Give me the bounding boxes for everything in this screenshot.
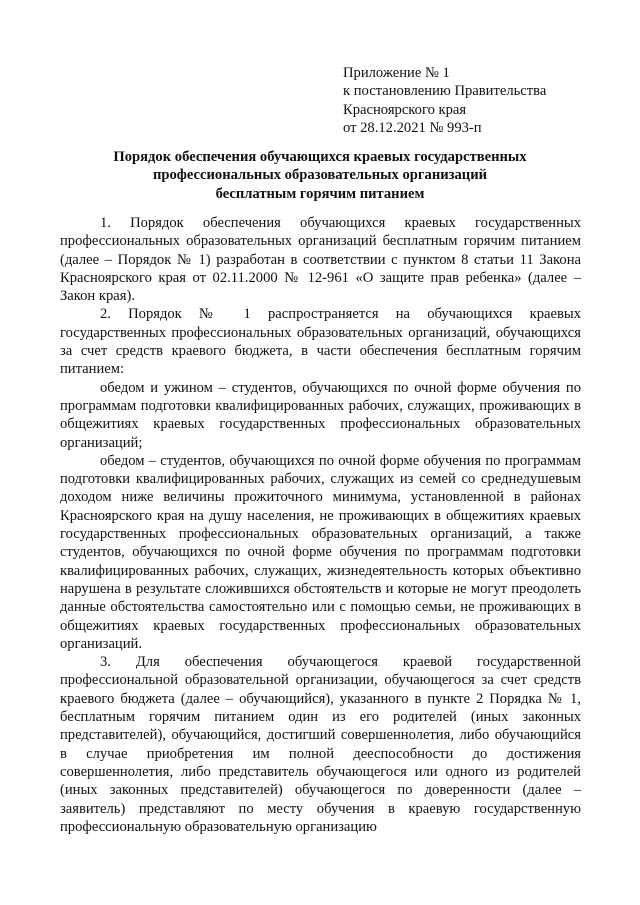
title-line-2: профессиональных образовательных организаций bbox=[152, 167, 488, 184]
title-line-1: Порядок обеспечения обучающихся краевых государственных bbox=[113, 149, 527, 165]
paragraph-1: 1. Порядок обеспечения обучающихся краевых государственных профессиональных образовательных организаций бесплатным горячим питанием (далее – Порядок № 1) разработан в соответствии с пунктом 8 статьи 11 Закона Красноярского края от 02.11.2000 № 12-961 «О защите прав ребенка» (далее – Закон края). bbox=[60, 215, 581, 305]
title-line-3: бесплатным горячим питанием bbox=[215, 185, 425, 202]
appendix-header bbox=[343, 64, 623, 138]
appendix-date-line: от 28.12.2021 № 993-п bbox=[343, 120, 482, 137]
appendix-decree-line: к постановлению Правительства bbox=[343, 83, 547, 100]
document-title bbox=[60, 148, 580, 203]
document-body bbox=[60, 214, 581, 836]
paragraph-3: обедом и ужином – студентов, обучающихся по очной форме обучения по программам подготовки квалифицированных рабочих, служащих, проживающих в общежитиях краевых государственных профессиональных образовательных организаций; bbox=[60, 379, 581, 451]
paragraph-4: обедом – студентов, обучающихся по очной форме обучения по программам подготовки квалифицированных рабочих, служащих из семей со среднедушевым доходом ниже величины прожиточного минимума, установленной в районах Красноярского края на душу населения, не проживающих в общежитиях краевых государственных профессиональных образовательных организаций, а также студентов, обучающихся по очной форме обучения по программам подготовки квалифицированных рабочих, служащих, жизнедеятельность которых объективно нарушена в результате сложившихся обстоятельств и которые не могут преодолеть данные обстоятельства самостоятельно или с помощью семьи, не проживающих в общежитиях краевых государственных профессиональных образовательных организаций. bbox=[60, 452, 581, 652]
appendix-region-line: Красноярского края bbox=[343, 101, 467, 118]
paragraph-2: 2. Порядок № 1 распространяется на обучающихся краевых государственных профессиональных образовательных организаций, обучающихся за счет средств краевого бюджета, в части обеспечения бесплатным горячим питанием: bbox=[60, 306, 581, 378]
appendix-number: Приложение № 1 bbox=[343, 65, 450, 81]
paragraph-5: 3. Для обеспечения обучающегося краевой государственной профессиональной образовательной организации, обучающегося за счет средств краевого бюджета (далее – обучающийся), указанного в пункте 2 Порядка № 1, бесплатным горячим питанием один из его родителей (иных законных представителей), обучающийся, достигший совершеннолетия, либо обучающийся в случае приобретения им полной дееспособности до достижения совершеннолетия, либо представитель обучающегося или одного из родителей (иных законных представителей) обучающегося по доверенности (далее – заявитель) представляют по месту обучения в краевую государственную профессиональную образовательную организацию bbox=[60, 654, 581, 835]
